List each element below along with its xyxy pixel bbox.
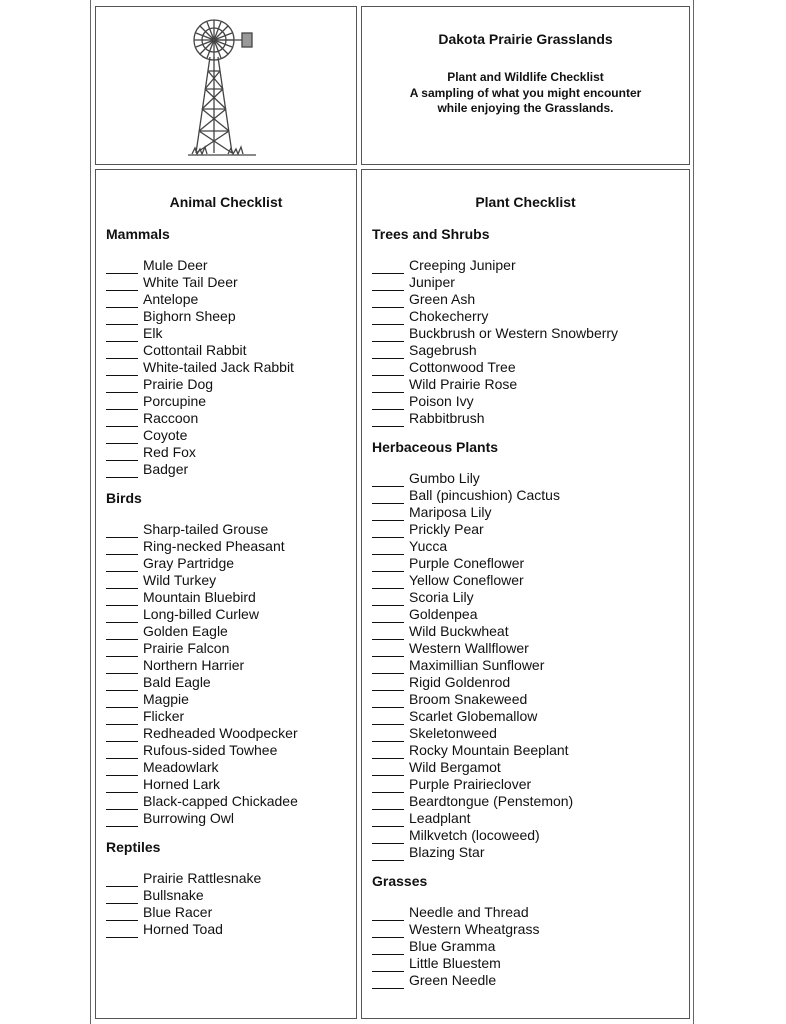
checklist-item (106, 921, 298, 938)
checklist-item (106, 657, 298, 674)
checklist-item (372, 257, 618, 274)
check-blank[interactable] (106, 761, 138, 776)
checklist-item (372, 470, 618, 487)
item-label: Magpie (143, 691, 189, 707)
checklist-item (106, 257, 298, 274)
item-label: Wild Prairie Rose (409, 376, 518, 392)
check-blank[interactable] (106, 795, 138, 810)
section-heading: Reptiles (106, 839, 161, 855)
check-blank[interactable] (372, 293, 404, 308)
check-blank[interactable] (372, 540, 404, 555)
item-label: Antelope (143, 291, 199, 307)
checklist-item (372, 674, 618, 691)
item-label: Leadplant (409, 810, 471, 826)
item-label: Cottontail Rabbit (143, 342, 247, 358)
checklist-item (372, 810, 618, 827)
checklist-item (372, 274, 618, 291)
check-blank[interactable] (106, 906, 138, 921)
checklist-item (372, 657, 618, 674)
subtitle-line: Plant and Wildlife Checklist (447, 70, 604, 84)
check-blank[interactable] (372, 557, 404, 572)
check-blank[interactable] (372, 710, 404, 725)
check-blank[interactable] (372, 625, 404, 640)
item-label: Prairie Rattlesnake (143, 870, 262, 886)
check-blank[interactable] (372, 795, 404, 810)
section-heading: Herbaceous Plants (372, 439, 499, 455)
windmill-icon (96, 7, 356, 164)
item-label: Blue Racer (143, 904, 213, 920)
check-blank[interactable] (372, 327, 404, 342)
check-blank[interactable] (372, 693, 404, 708)
check-blank[interactable] (372, 676, 404, 691)
check-blank[interactable] (106, 574, 138, 589)
checklist-item (106, 870, 298, 887)
item-label: Western Wheatgrass (409, 921, 540, 937)
check-blank[interactable] (372, 276, 404, 291)
item-label: Scoria Lily (409, 589, 474, 605)
checklist-items (372, 904, 618, 989)
checklist-item (372, 776, 618, 793)
plant-section (372, 439, 618, 861)
section-heading: Mammals (106, 226, 170, 242)
checklist-item (372, 291, 618, 308)
check-blank[interactable] (372, 344, 404, 359)
animal-section (106, 839, 298, 938)
page-subtitle (362, 70, 689, 117)
check-blank[interactable] (106, 293, 138, 308)
item-label: Horned Toad (143, 921, 223, 937)
check-blank[interactable] (106, 625, 138, 640)
item-label: White-tailed Jack Rabbit (143, 359, 294, 375)
check-blank[interactable] (372, 923, 404, 938)
item-label: Badger (143, 461, 189, 477)
checklist-item (106, 589, 298, 606)
checklist-item (106, 742, 298, 759)
checklist-item (372, 623, 618, 640)
animal-section (106, 226, 298, 478)
check-blank[interactable] (372, 259, 404, 274)
checklist-item (106, 376, 298, 393)
checklist-item (372, 487, 618, 504)
section-heading: Trees and Shrubs (372, 226, 490, 242)
item-label: Juniper (409, 274, 455, 290)
item-label: Wild Bergamot (409, 759, 501, 775)
checklist-items (372, 257, 618, 427)
item-label: Red Fox (143, 444, 196, 460)
check-blank[interactable] (372, 778, 404, 793)
checklist-items (106, 521, 298, 827)
item-label: Skeletonweed (409, 725, 497, 741)
item-label: Mountain Bluebird (143, 589, 256, 605)
check-blank[interactable] (106, 557, 138, 572)
item-label: Goldenpea (409, 606, 478, 622)
check-blank[interactable] (106, 812, 138, 827)
check-blank[interactable] (106, 608, 138, 623)
check-blank[interactable] (372, 523, 404, 538)
checklist-item (106, 274, 298, 291)
checklist-item (372, 538, 618, 555)
item-label: Prickly Pear (409, 521, 484, 537)
checklist-item (372, 325, 618, 342)
check-blank[interactable] (372, 591, 404, 606)
item-label: Beardtongue (Penstemon) (409, 793, 574, 809)
section-heading: Birds (106, 490, 142, 506)
item-label: Purple Prairieclover (409, 776, 532, 792)
check-blank[interactable] (372, 940, 404, 955)
checklist-item (106, 759, 298, 776)
checklist-item (106, 410, 298, 427)
check-blank[interactable] (106, 744, 138, 759)
item-label: Flicker (143, 708, 185, 724)
checklist-item (372, 844, 618, 861)
item-label: Northern Harrier (143, 657, 245, 673)
checklist-item (106, 640, 298, 657)
item-label: Porcupine (143, 393, 207, 409)
check-blank[interactable] (106, 395, 138, 410)
title-panel (361, 6, 690, 165)
check-blank[interactable] (106, 676, 138, 691)
animal-checklist-panel (95, 169, 357, 1019)
checklist-item (372, 921, 618, 938)
plant-section (372, 226, 618, 427)
checklist-item (372, 904, 618, 921)
item-label: Needle and Thread (409, 904, 529, 920)
check-blank[interactable] (372, 310, 404, 325)
checklist-item (106, 461, 298, 478)
check-blank[interactable] (106, 889, 138, 904)
checklist-item (106, 904, 298, 921)
item-label: Wild Turkey (143, 572, 217, 588)
check-blank[interactable] (372, 974, 404, 989)
item-label: Rigid Goldenrod (409, 674, 511, 690)
check-blank[interactable] (106, 659, 138, 674)
item-label: Burrowing Owl (143, 810, 235, 826)
item-label: Bald Eagle (143, 674, 211, 690)
item-label: Blazing Star (409, 844, 485, 860)
item-label: Gumbo Lily (409, 470, 480, 486)
check-blank[interactable] (372, 829, 404, 844)
animal-checklist-content (106, 226, 298, 950)
page-title: Dakota Prairie Grasslands (438, 31, 613, 47)
item-label: Wild Buckwheat (409, 623, 509, 639)
check-blank[interactable] (106, 778, 138, 793)
checklist-item (372, 555, 618, 572)
item-label: Meadowlark (143, 759, 219, 775)
checklist-item (106, 793, 298, 810)
check-blank[interactable] (106, 872, 138, 887)
check-blank[interactable] (106, 727, 138, 742)
check-blank[interactable] (372, 957, 404, 972)
checklist-item (106, 708, 298, 725)
checklist-item (372, 938, 618, 955)
checklist-item (372, 827, 618, 844)
checklist-item (372, 691, 618, 708)
checklist-item (106, 776, 298, 793)
checklist-item (372, 410, 618, 427)
subtitle-line: while enjoying the Grasslands. (437, 101, 614, 115)
check-blank[interactable] (106, 344, 138, 359)
item-label: Gray Partridge (143, 555, 235, 571)
item-label: Prairie Dog (143, 376, 214, 392)
plant-checklist-panel (361, 169, 690, 1019)
check-blank[interactable] (106, 591, 138, 606)
checklist-item (372, 793, 618, 810)
checklist-item (372, 759, 618, 776)
item-label: Yucca (409, 538, 448, 554)
check-blank[interactable] (372, 846, 404, 861)
check-blank[interactable] (106, 361, 138, 376)
item-label: White Tail Deer (143, 274, 238, 290)
check-blank[interactable] (106, 693, 138, 708)
checklist-item (372, 972, 618, 989)
check-blank[interactable] (106, 276, 138, 291)
item-label: Blue Gramma (409, 938, 496, 954)
check-blank[interactable] (372, 659, 404, 674)
checklist-items (106, 870, 298, 938)
plant-section (372, 873, 618, 989)
checklist-items (106, 257, 298, 478)
checklist-items (372, 470, 618, 861)
check-blank[interactable] (106, 327, 138, 342)
item-label: Yellow Coneflower (409, 572, 524, 588)
item-label: Rufous-sided Towhee (143, 742, 278, 758)
item-label: Bullsnake (143, 887, 204, 903)
checklist-item (372, 393, 618, 410)
checklist-item (372, 504, 618, 521)
check-blank[interactable] (106, 710, 138, 725)
checklist-item (106, 308, 298, 325)
checklist-item (372, 308, 618, 325)
item-label: Mule Deer (143, 257, 208, 273)
item-label: Coyote (143, 427, 188, 443)
check-blank[interactable] (106, 923, 138, 938)
subtitle-line: A sampling of what you might encounter (409, 85, 642, 100)
check-blank[interactable] (106, 446, 138, 461)
checklist-item (372, 572, 618, 589)
item-label: Sharp-tailed Grouse (143, 521, 269, 537)
checklist-item (372, 606, 618, 623)
checklist-item (106, 342, 298, 359)
checklist-item (106, 555, 298, 572)
checklist-item (106, 887, 298, 904)
item-label: Ball (pincushion) Cactus (409, 487, 560, 503)
checklist-item (372, 589, 618, 606)
check-blank[interactable] (372, 506, 404, 521)
check-blank[interactable] (372, 574, 404, 589)
item-label: Black-capped Chickadee (143, 793, 298, 809)
item-label: Rabbitbrush (409, 410, 485, 426)
check-blank[interactable] (106, 523, 138, 538)
check-blank[interactable] (372, 744, 404, 759)
plant-checklist-title: Plant Checklist (475, 194, 576, 210)
item-label: Redheaded Woodpecker (143, 725, 298, 741)
check-blank[interactable] (372, 395, 404, 410)
logo-panel (95, 6, 357, 165)
item-label: Prairie Falcon (143, 640, 230, 656)
checklist-item (106, 444, 298, 461)
check-blank[interactable] (372, 761, 404, 776)
checklist-item (372, 521, 618, 538)
checklist-item (106, 572, 298, 589)
item-label: Sagebrush (409, 342, 477, 358)
check-blank[interactable] (372, 489, 404, 504)
check-blank[interactable] (106, 412, 138, 427)
checklist-item (106, 623, 298, 640)
check-blank[interactable] (106, 259, 138, 274)
checklist-item (372, 359, 618, 376)
item-label: Ring-necked Pheasant (143, 538, 285, 554)
checklist-item (372, 955, 618, 972)
section-heading: Grasses (372, 873, 428, 889)
checklist-item (372, 725, 618, 742)
item-label: Creeping Juniper (409, 257, 516, 273)
item-label: Scarlet Globemallow (409, 708, 538, 724)
item-label: Chokecherry (409, 308, 489, 324)
animal-section (106, 490, 298, 827)
checklist-item (372, 342, 618, 359)
check-blank[interactable] (372, 812, 404, 827)
item-label: Green Needle (409, 972, 497, 988)
item-label: Long-billed Curlew (143, 606, 259, 622)
item-label: Purple Coneflower (409, 555, 525, 571)
item-label: Golden Eagle (143, 623, 228, 639)
checklist-item (372, 742, 618, 759)
item-label: Bighorn Sheep (143, 308, 236, 324)
checklist-item (106, 538, 298, 555)
checklist-item (106, 359, 298, 376)
check-blank[interactable] (372, 412, 404, 427)
item-label: Rocky Mountain Beeplant (409, 742, 569, 758)
check-blank[interactable] (106, 463, 138, 478)
check-blank[interactable] (372, 361, 404, 376)
item-label: Green Ash (409, 291, 476, 307)
checklist-item (106, 810, 298, 827)
animal-checklist-title: Animal Checklist (169, 194, 283, 210)
item-label: Broom Snakeweed (409, 691, 528, 707)
item-label: Western Wallflower (409, 640, 529, 656)
item-label: Little Bluestem (409, 955, 501, 971)
checklist-item (106, 427, 298, 444)
checklist-item (372, 708, 618, 725)
item-label: Mariposa Lily (409, 504, 492, 520)
check-blank[interactable] (106, 540, 138, 555)
item-label: Raccoon (143, 410, 199, 426)
check-blank[interactable] (372, 727, 404, 742)
item-label: Cottonwood Tree (409, 359, 516, 375)
checklist-item (106, 291, 298, 308)
check-blank[interactable] (372, 378, 404, 393)
plant-checklist-content (372, 226, 618, 1001)
check-blank[interactable] (372, 906, 404, 921)
checklist-item (106, 393, 298, 410)
check-blank[interactable] (372, 472, 404, 487)
item-label: Poison Ivy (409, 393, 474, 409)
checklist-item (372, 376, 618, 393)
checklist-item (106, 521, 298, 538)
checklist-item (106, 691, 298, 708)
checklist-item (106, 674, 298, 691)
check-blank[interactable] (106, 642, 138, 657)
item-label: Maximillian Sunflower (409, 657, 545, 673)
check-blank[interactable] (106, 429, 138, 444)
item-label: Elk (143, 325, 163, 341)
item-label: Horned Lark (143, 776, 221, 792)
checklist-item (106, 606, 298, 623)
item-label: Milkvetch (locoweed) (409, 827, 540, 843)
check-blank[interactable] (372, 642, 404, 657)
check-blank[interactable] (106, 310, 138, 325)
checklist-item (372, 640, 618, 657)
check-blank[interactable] (372, 608, 404, 623)
checklist-item (106, 325, 298, 342)
check-blank[interactable] (106, 378, 138, 393)
checklist-item (106, 725, 298, 742)
item-label: Buckbrush or Western Snowberry (409, 325, 619, 341)
